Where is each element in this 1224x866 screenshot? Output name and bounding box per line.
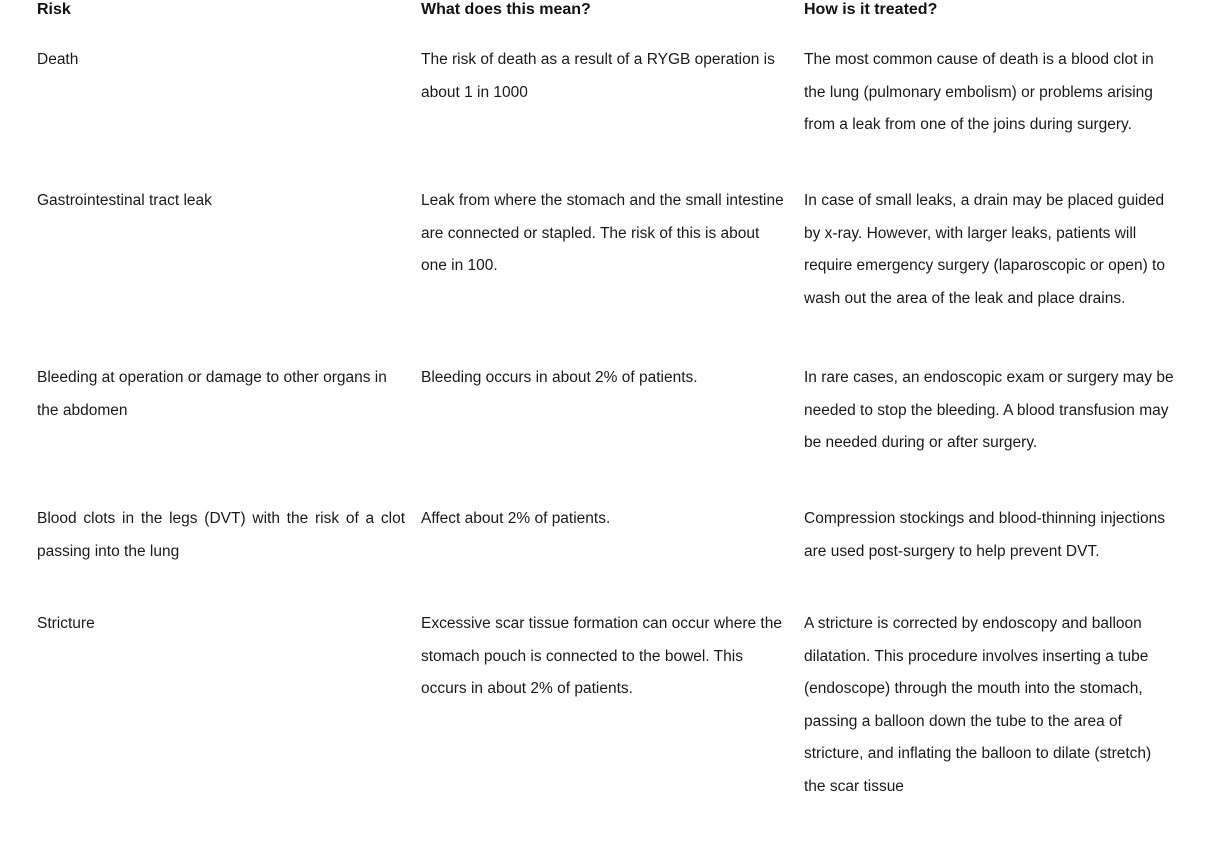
header-treatment: How is it treated? [804,1,938,18]
header-meaning: What does this mean? [421,1,591,18]
meaning-cell: The risk of death as a result of a RYGB operation is about 1 in 1000 [421,51,775,101]
risk-cell: Death [37,51,79,68]
treatment-cell: A stricture is corrected by endoscopy and balloon dilatation. This procedure involves inserting a tube (endoscope) through the mouth into the stomach, passing a balloon down the tube to the area of stricture, and inflating the balloon to dilate (stretch) the scar tissue [804,615,1152,795]
table-row [37,185,1187,362]
risk-table [37,0,1187,811]
treatment-cell: In rare cases, an endoscopic exam or surgery may be needed to stop the bleeding. A blood transfusion may be needed during or after surgery. [804,369,1174,451]
meaning-cell: Leak from where the stomach and the small intestine are connected or stapled. The risk of this is about one in 100. [421,192,784,274]
meaning-cell: Bleeding occurs in about 2% of patients. [421,369,698,386]
risk-cell: Gastrointestinal tract leak [37,192,212,209]
header-row [37,0,1187,44]
meaning-cell: Excessive scar tissue formation can occur where the stomach pouch is connected to the bowel. This occurs in about 2% of patients. [421,615,782,697]
table-body [37,44,1187,811]
table-row [37,44,1187,185]
treatment-cell: In case of small leaks, a drain may be placed guided by x-ray. However, with larger leaks, patients will require emergency surgery (laparoscopic or open) to wash out the area of the leak and place drains. [804,192,1165,307]
treatment-cell: The most common cause of death is a blood clot in the lung (pulmonary embolism) or problems arising from a leak from one of the joins during surgery. [804,51,1154,133]
risk-cell: Stricture [37,615,95,632]
table-header [37,0,1187,44]
table-row [37,503,1187,608]
meaning-cell: Affect about 2% of patients. [421,510,611,527]
header-risk: Risk [37,1,71,18]
risk-cell: Blood clots in the legs (DVT) with the risk of a clot passing into the lung [37,510,405,560]
table-row [37,608,1187,811]
treatment-cell: Compression stockings and blood-thinning injections are used post-surgery to help prevent DVT. [804,510,1166,560]
table-row [37,362,1187,503]
risk-cell: Bleeding at operation or damage to other organs in the abdomen [37,369,387,419]
